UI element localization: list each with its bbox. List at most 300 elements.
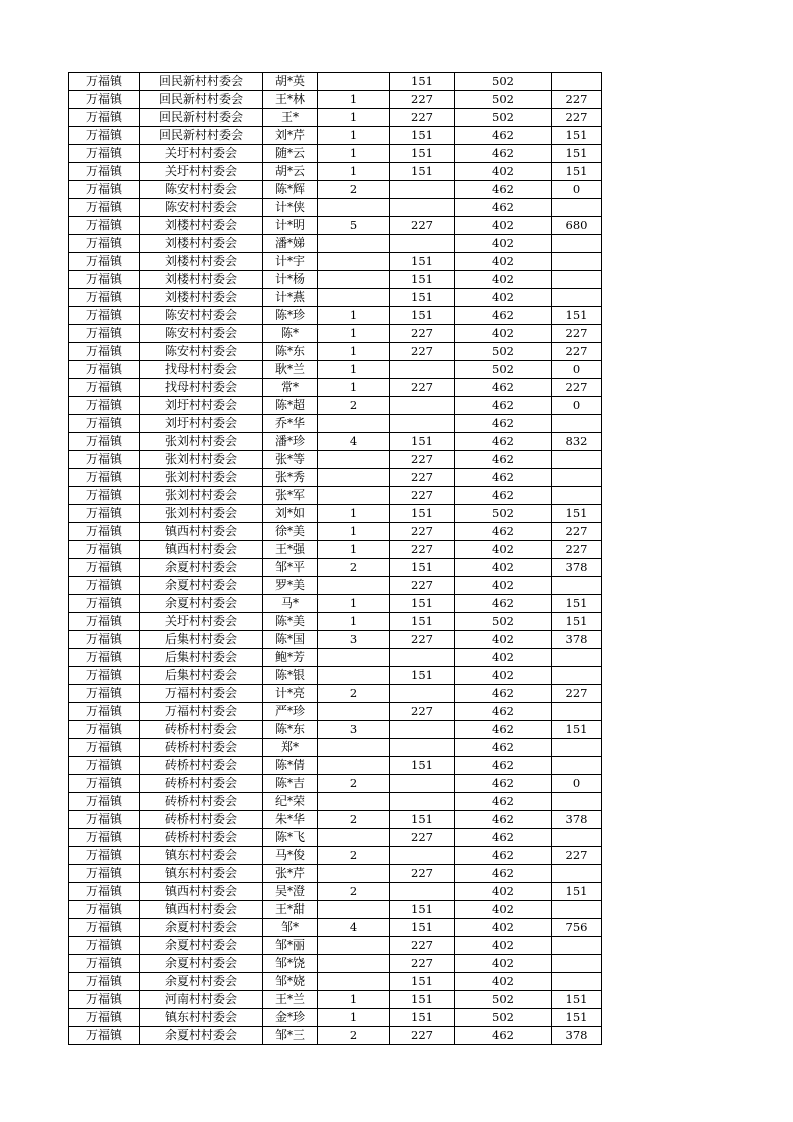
amount-b-cell: 402 (455, 253, 552, 271)
count-cell (318, 829, 390, 847)
amount-b-cell: 402 (455, 325, 552, 343)
total-cell: 378 (552, 631, 602, 649)
amount-a-cell: 151 (390, 253, 455, 271)
total-cell: 227 (552, 685, 602, 703)
town-cell: 万福镇 (69, 487, 140, 505)
table-row (69, 703, 602, 721)
town-cell: 万福镇 (69, 73, 140, 91)
village-committee-cell: 镇西村村委会 (140, 541, 263, 559)
count-cell: 1 (318, 595, 390, 613)
total-cell: 227 (552, 847, 602, 865)
total-cell (552, 829, 602, 847)
table-body (69, 73, 602, 1045)
town-cell: 万福镇 (69, 199, 140, 217)
table-row (69, 289, 602, 307)
count-cell: 5 (318, 217, 390, 235)
amount-a-cell: 151 (390, 559, 455, 577)
name-cell: 陈*东 (263, 343, 318, 361)
village-committee-cell: 砖桥村村委会 (140, 757, 263, 775)
count-cell: 4 (318, 919, 390, 937)
town-cell: 万福镇 (69, 829, 140, 847)
town-cell: 万福镇 (69, 595, 140, 613)
town-cell: 万福镇 (69, 955, 140, 973)
name-cell: 陈*吉 (263, 775, 318, 793)
amount-b-cell: 502 (455, 1009, 552, 1027)
table-row (69, 613, 602, 631)
total-cell: 227 (552, 379, 602, 397)
total-cell: 151 (552, 307, 602, 325)
table-row (69, 163, 602, 181)
town-cell: 万福镇 (69, 919, 140, 937)
table-row (69, 883, 602, 901)
amount-b-cell: 462 (455, 307, 552, 325)
town-cell: 万福镇 (69, 721, 140, 739)
town-cell: 万福镇 (69, 631, 140, 649)
village-committee-cell: 陈安村村委会 (140, 325, 263, 343)
table-row (69, 235, 602, 253)
town-cell: 万福镇 (69, 991, 140, 1009)
village-committee-cell: 余夏村村委会 (140, 1027, 263, 1045)
count-cell: 2 (318, 811, 390, 829)
amount-a-cell: 151 (390, 145, 455, 163)
name-cell: 潘*娣 (263, 235, 318, 253)
amount-b-cell: 402 (455, 541, 552, 559)
total-cell (552, 415, 602, 433)
town-cell: 万福镇 (69, 253, 140, 271)
name-cell: 陈* (263, 325, 318, 343)
table-row (69, 847, 602, 865)
total-cell (552, 469, 602, 487)
table-row (69, 451, 602, 469)
table-row (69, 901, 602, 919)
amount-b-cell: 402 (455, 163, 552, 181)
name-cell: 陈*超 (263, 397, 318, 415)
town-cell: 万福镇 (69, 883, 140, 901)
count-cell: 1 (318, 991, 390, 1009)
name-cell: 张*等 (263, 451, 318, 469)
amount-b-cell: 402 (455, 289, 552, 307)
amount-b-cell: 462 (455, 469, 552, 487)
town-cell: 万福镇 (69, 811, 140, 829)
amount-b-cell: 402 (455, 649, 552, 667)
name-cell: 张*军 (263, 487, 318, 505)
table-row (69, 595, 602, 613)
table-row (69, 649, 602, 667)
name-cell: 耿*兰 (263, 361, 318, 379)
count-cell (318, 415, 390, 433)
amount-a-cell: 151 (390, 613, 455, 631)
village-committee-cell: 镇东村村委会 (140, 1009, 263, 1027)
amount-b-cell: 462 (455, 811, 552, 829)
table-row (69, 1009, 602, 1027)
total-cell (552, 667, 602, 685)
table-row (69, 433, 602, 451)
total-cell: 378 (552, 811, 602, 829)
amount-b-cell: 462 (455, 847, 552, 865)
total-cell: 151 (552, 721, 602, 739)
table-row (69, 91, 602, 109)
name-cell: 王*兰 (263, 991, 318, 1009)
total-cell (552, 649, 602, 667)
amount-b-cell: 462 (455, 433, 552, 451)
name-cell: 王*强 (263, 541, 318, 559)
amount-a-cell: 151 (390, 811, 455, 829)
table-row (69, 487, 602, 505)
count-cell (318, 937, 390, 955)
village-committee-cell: 陈安村村委会 (140, 307, 263, 325)
table-row (69, 127, 602, 145)
total-cell (552, 973, 602, 991)
total-cell: 151 (552, 1009, 602, 1027)
amount-b-cell: 462 (455, 793, 552, 811)
amount-a-cell: 227 (390, 955, 455, 973)
total-cell: 0 (552, 397, 602, 415)
count-cell: 3 (318, 721, 390, 739)
town-cell: 万福镇 (69, 937, 140, 955)
total-cell (552, 451, 602, 469)
amount-b-cell: 402 (455, 577, 552, 595)
table-row (69, 145, 602, 163)
town-cell: 万福镇 (69, 613, 140, 631)
count-cell: 1 (318, 613, 390, 631)
name-cell: 计*侠 (263, 199, 318, 217)
name-cell: 陈*珍 (263, 307, 318, 325)
town-cell: 万福镇 (69, 415, 140, 433)
amount-b-cell: 462 (455, 829, 552, 847)
amount-a-cell: 151 (390, 505, 455, 523)
count-cell: 1 (318, 505, 390, 523)
amount-a-cell: 227 (390, 379, 455, 397)
village-committee-cell: 找母村村委会 (140, 379, 263, 397)
name-cell: 罗*美 (263, 577, 318, 595)
town-cell: 万福镇 (69, 793, 140, 811)
total-cell (552, 235, 602, 253)
count-cell: 2 (318, 685, 390, 703)
amount-a-cell: 227 (390, 91, 455, 109)
name-cell: 鲍*芳 (263, 649, 318, 667)
table-row (69, 379, 602, 397)
table-row (69, 829, 602, 847)
total-cell (552, 793, 602, 811)
village-committee-cell: 关圩村村委会 (140, 163, 263, 181)
village-committee-cell: 余夏村村委会 (140, 577, 263, 595)
amount-a-cell: 151 (390, 73, 455, 91)
count-cell (318, 739, 390, 757)
amount-a-cell: 227 (390, 577, 455, 595)
count-cell: 1 (318, 163, 390, 181)
amount-a-cell: 151 (390, 289, 455, 307)
amount-a-cell: 151 (390, 973, 455, 991)
village-committee-cell: 张刘村村委会 (140, 451, 263, 469)
table-row (69, 919, 602, 937)
amount-a-cell: 151 (390, 307, 455, 325)
amount-b-cell: 502 (455, 91, 552, 109)
name-cell: 常* (263, 379, 318, 397)
amount-a-cell (390, 361, 455, 379)
amount-b-cell: 462 (455, 685, 552, 703)
count-cell (318, 235, 390, 253)
town-cell: 万福镇 (69, 271, 140, 289)
name-cell: 邹*三 (263, 1027, 318, 1045)
amount-a-cell: 227 (390, 865, 455, 883)
village-committee-cell: 回民新村村委会 (140, 127, 263, 145)
town-cell: 万福镇 (69, 1027, 140, 1045)
table-row (69, 325, 602, 343)
table-row (69, 775, 602, 793)
town-cell: 万福镇 (69, 1009, 140, 1027)
table-row (69, 397, 602, 415)
town-cell: 万福镇 (69, 685, 140, 703)
table-row (69, 523, 602, 541)
town-cell: 万福镇 (69, 469, 140, 487)
name-cell: 张*秀 (263, 469, 318, 487)
total-cell (552, 253, 602, 271)
count-cell: 4 (318, 433, 390, 451)
name-cell: 邹*娆 (263, 973, 318, 991)
table-row (69, 577, 602, 595)
village-committee-cell: 后集村村委会 (140, 631, 263, 649)
total-cell (552, 703, 602, 721)
amount-a-cell: 151 (390, 1009, 455, 1027)
table-row (69, 253, 602, 271)
count-cell (318, 973, 390, 991)
table-row (69, 505, 602, 523)
amount-b-cell: 462 (455, 703, 552, 721)
village-committee-cell: 陈安村村委会 (140, 181, 263, 199)
village-committee-cell: 关圩村村委会 (140, 145, 263, 163)
amount-b-cell: 402 (455, 559, 552, 577)
total-cell (552, 739, 602, 757)
total-cell: 378 (552, 1027, 602, 1045)
village-committee-cell: 余夏村村委会 (140, 937, 263, 955)
name-cell: 严*珍 (263, 703, 318, 721)
amount-a-cell: 227 (390, 343, 455, 361)
name-cell: 计*杨 (263, 271, 318, 289)
amount-b-cell: 502 (455, 361, 552, 379)
table-row (69, 271, 602, 289)
table-row (69, 757, 602, 775)
table-row (69, 721, 602, 739)
amount-a-cell: 227 (390, 325, 455, 343)
count-cell (318, 487, 390, 505)
amount-a-cell: 227 (390, 469, 455, 487)
count-cell (318, 757, 390, 775)
count-cell (318, 289, 390, 307)
name-cell: 邹* (263, 919, 318, 937)
count-cell (318, 199, 390, 217)
table-row (69, 685, 602, 703)
amount-a-cell (390, 199, 455, 217)
amount-a-cell: 151 (390, 271, 455, 289)
town-cell: 万福镇 (69, 217, 140, 235)
town-cell: 万福镇 (69, 127, 140, 145)
name-cell: 随*云 (263, 145, 318, 163)
village-committee-cell: 镇西村村委会 (140, 883, 263, 901)
town-cell: 万福镇 (69, 145, 140, 163)
amount-a-cell (390, 883, 455, 901)
village-committee-cell: 砖桥村村委会 (140, 775, 263, 793)
total-cell (552, 577, 602, 595)
total-cell (552, 73, 602, 91)
total-cell: 227 (552, 541, 602, 559)
amount-b-cell: 462 (455, 739, 552, 757)
name-cell: 计*宇 (263, 253, 318, 271)
count-cell: 2 (318, 847, 390, 865)
count-cell: 3 (318, 631, 390, 649)
town-cell: 万福镇 (69, 757, 140, 775)
name-cell: 邹*丽 (263, 937, 318, 955)
total-cell (552, 487, 602, 505)
amount-b-cell: 502 (455, 613, 552, 631)
village-committee-cell: 回民新村村委会 (140, 73, 263, 91)
town-cell: 万福镇 (69, 361, 140, 379)
village-committee-cell: 刘楼村村委会 (140, 253, 263, 271)
table-row (69, 199, 602, 217)
village-committee-cell: 砖桥村村委会 (140, 739, 263, 757)
town-cell: 万福镇 (69, 775, 140, 793)
amount-b-cell: 462 (455, 397, 552, 415)
village-committee-cell: 砖桥村村委会 (140, 811, 263, 829)
table-row (69, 955, 602, 973)
total-cell (552, 937, 602, 955)
amount-a-cell: 227 (390, 523, 455, 541)
count-cell (318, 667, 390, 685)
village-committee-cell: 砖桥村村委会 (140, 829, 263, 847)
name-cell: 邹*饶 (263, 955, 318, 973)
town-cell: 万福镇 (69, 307, 140, 325)
table-row (69, 73, 602, 91)
village-committee-cell: 回民新村村委会 (140, 109, 263, 127)
count-cell: 2 (318, 559, 390, 577)
town-cell: 万福镇 (69, 379, 140, 397)
total-cell: 227 (552, 343, 602, 361)
amount-a-cell: 151 (390, 991, 455, 1009)
amount-b-cell: 402 (455, 667, 552, 685)
count-cell (318, 469, 390, 487)
name-cell: 徐*美 (263, 523, 318, 541)
table-row (69, 937, 602, 955)
name-cell: 王*甜 (263, 901, 318, 919)
amount-b-cell: 502 (455, 73, 552, 91)
amount-b-cell: 462 (455, 181, 552, 199)
amount-b-cell: 462 (455, 487, 552, 505)
village-committee-cell: 镇东村村委会 (140, 865, 263, 883)
village-committee-cell: 回民新村村委会 (140, 91, 263, 109)
table-row (69, 361, 602, 379)
amount-b-cell: 402 (455, 271, 552, 289)
town-cell: 万福镇 (69, 289, 140, 307)
name-cell: 陈*飞 (263, 829, 318, 847)
village-committee-cell: 余夏村村委会 (140, 973, 263, 991)
total-cell: 0 (552, 181, 602, 199)
total-cell (552, 271, 602, 289)
count-cell: 1 (318, 343, 390, 361)
town-cell: 万福镇 (69, 343, 140, 361)
amount-a-cell: 151 (390, 127, 455, 145)
count-cell: 1 (318, 523, 390, 541)
amount-b-cell: 462 (455, 775, 552, 793)
amount-a-cell (390, 397, 455, 415)
table-row (69, 217, 602, 235)
village-committee-cell: 张刘村村委会 (140, 469, 263, 487)
name-cell: 陈*国 (263, 631, 318, 649)
amount-a-cell: 151 (390, 595, 455, 613)
total-cell: 151 (552, 163, 602, 181)
count-cell (318, 793, 390, 811)
amount-b-cell: 402 (455, 901, 552, 919)
amount-b-cell: 462 (455, 199, 552, 217)
amount-b-cell: 502 (455, 505, 552, 523)
amount-b-cell: 402 (455, 937, 552, 955)
town-cell: 万福镇 (69, 235, 140, 253)
town-cell: 万福镇 (69, 847, 140, 865)
count-cell: 2 (318, 1027, 390, 1045)
amount-b-cell: 402 (455, 955, 552, 973)
total-cell: 756 (552, 919, 602, 937)
table-row (69, 469, 602, 487)
count-cell: 2 (318, 775, 390, 793)
name-cell: 马* (263, 595, 318, 613)
name-cell: 陈*银 (263, 667, 318, 685)
village-committee-cell: 砖桥村村委会 (140, 793, 263, 811)
total-cell (552, 199, 602, 217)
total-cell (552, 901, 602, 919)
amount-a-cell (390, 181, 455, 199)
town-cell: 万福镇 (69, 91, 140, 109)
town-cell: 万福镇 (69, 703, 140, 721)
total-cell: 151 (552, 127, 602, 145)
amount-b-cell: 462 (455, 451, 552, 469)
count-cell: 1 (318, 127, 390, 145)
town-cell: 万福镇 (69, 667, 140, 685)
village-committee-cell: 镇西村村委会 (140, 523, 263, 541)
table-row (69, 667, 602, 685)
count-cell (318, 271, 390, 289)
table-row (69, 631, 602, 649)
total-cell (552, 757, 602, 775)
total-cell: 151 (552, 991, 602, 1009)
name-cell: 陈*东 (263, 721, 318, 739)
name-cell: 金*珍 (263, 1009, 318, 1027)
total-cell (552, 955, 602, 973)
amount-b-cell: 462 (455, 865, 552, 883)
amount-a-cell: 227 (390, 937, 455, 955)
total-cell: 0 (552, 775, 602, 793)
name-cell: 张*芹 (263, 865, 318, 883)
amount-a-cell: 227 (390, 631, 455, 649)
count-cell (318, 865, 390, 883)
total-cell: 151 (552, 595, 602, 613)
total-cell: 0 (552, 361, 602, 379)
amount-b-cell: 462 (455, 523, 552, 541)
name-cell: 计*亮 (263, 685, 318, 703)
village-committee-cell: 镇西村村委会 (140, 901, 263, 919)
village-committee-cell: 刘楼村村委会 (140, 217, 263, 235)
town-cell: 万福镇 (69, 739, 140, 757)
town-cell: 万福镇 (69, 901, 140, 919)
name-cell: 朱*华 (263, 811, 318, 829)
village-committee-cell: 万福村村委会 (140, 703, 263, 721)
name-cell: 刘*如 (263, 505, 318, 523)
town-cell: 万福镇 (69, 559, 140, 577)
amount-a-cell (390, 685, 455, 703)
name-cell: 马*俊 (263, 847, 318, 865)
count-cell (318, 649, 390, 667)
amount-b-cell: 462 (455, 721, 552, 739)
count-cell (318, 253, 390, 271)
amount-a-cell (390, 775, 455, 793)
total-cell (552, 865, 602, 883)
